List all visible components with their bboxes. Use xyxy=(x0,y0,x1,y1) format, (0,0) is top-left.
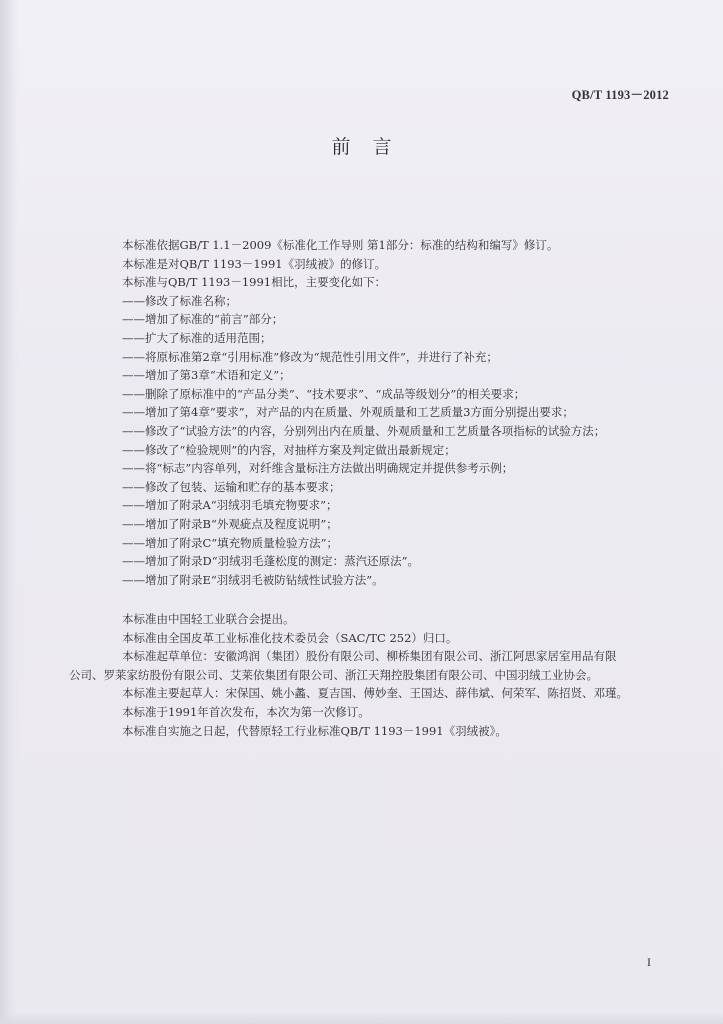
intro-line: 本标准依据GB/T 1.1－2009《标准化工作导则 第1部分：标准的结构和编写》修订。 xyxy=(122,238,559,252)
change-item: ——扩大了标准的适用范围； xyxy=(122,330,272,345)
change-item: ——修改了标准名称； xyxy=(122,293,237,308)
proposed-by: 本标准由中国轻工业联合会提出。 xyxy=(122,612,295,626)
drafting-units: 本标准起草单位：安徽鸿润（集团）股份有限公司、柳桥集团有限公司、浙江阿思家居室用品有限 xyxy=(122,649,617,664)
change-item: ——增加了附录C“填充物质量检验方法”； xyxy=(122,535,339,550)
change-item: ——修改了“检验规则”的内容，对抽样方案及判定做出最新规定； xyxy=(122,442,456,457)
drafting-units-continued: 公司、罗莱家纺股份有限公司、艾莱依集团有限公司、浙江天翔控股集团有限公司、中国羽绒工业协会。 xyxy=(69,667,598,682)
drafters: 本标准主要起草人：宋保国、姚小蠡、夏吉国、傅妙奎、王国达、薛伟斌、何荣军、陈招贤、邓瑾。 xyxy=(122,686,628,701)
change-item: ——增加了附录E“羽绒羽毛被防钻绒性试验方法”。 xyxy=(122,572,384,587)
change-item: ——增加了附录D“羽绒羽毛蓬松度的测定：蒸汽还原法”。 xyxy=(122,554,419,569)
change-item: ——将原标准第2章“引用标准”修改为“规范性引用文件”，并进行了补充； xyxy=(122,349,498,364)
page-title: 前言 xyxy=(331,136,414,158)
scan-bottom-edge xyxy=(0,1012,723,1024)
change-item: ——增加了附录B“外观疵点及程度说明”； xyxy=(122,516,338,531)
change-item: ——增加了第3章“术语和定义”； xyxy=(122,368,291,383)
publication-history: 本标准于1991年首次发布，本次为第一次修订。 xyxy=(122,704,370,719)
change-item: ——增加了标准的“前言”部分； xyxy=(122,312,284,327)
closing-block xyxy=(69,610,696,740)
intro-line: 本标准是对QB/T 1193－1991《羽绒被》的修订。 xyxy=(122,256,387,271)
change-item: ——增加了附录A“羽绒羽毛填充物要求”； xyxy=(122,498,338,513)
body-block xyxy=(96,236,676,589)
change-item: ——增加了第4章“要求”，对产品的内在质量、外观质量和工艺质量3方面分别提出要求； xyxy=(122,405,574,420)
page-number: I xyxy=(647,955,651,969)
replacement-note: 本标准自实施之日起，代替原轻工行业标准QB/T 1193－1991《羽绒被》。 xyxy=(122,723,507,738)
intro-line: 本标准与QB/T 1193－1991相比，主要变化如下： xyxy=(122,275,387,290)
document-code: QB/T 1193－2012 xyxy=(571,88,669,102)
change-item: ——删除了原标准中的“产品分类”、“技术要求”、“成品等级划分”的相关要求； xyxy=(122,386,526,401)
change-item: ——修改了包装、运输和贮存的基本要求； xyxy=(122,479,341,494)
change-item: ——将“标志”内容单列，对纤维含量标注方法做出明确规定并提供参考示例； xyxy=(122,461,514,476)
managed-by: 本标准由全国皮革工业标准化技术委员会（SAC/TC 252）归口。 xyxy=(122,630,458,645)
change-item: ——修改了“试验方法”的内容，分别列出内在质量、外观质量和工艺质量各项指标的试验方法； xyxy=(122,423,606,438)
